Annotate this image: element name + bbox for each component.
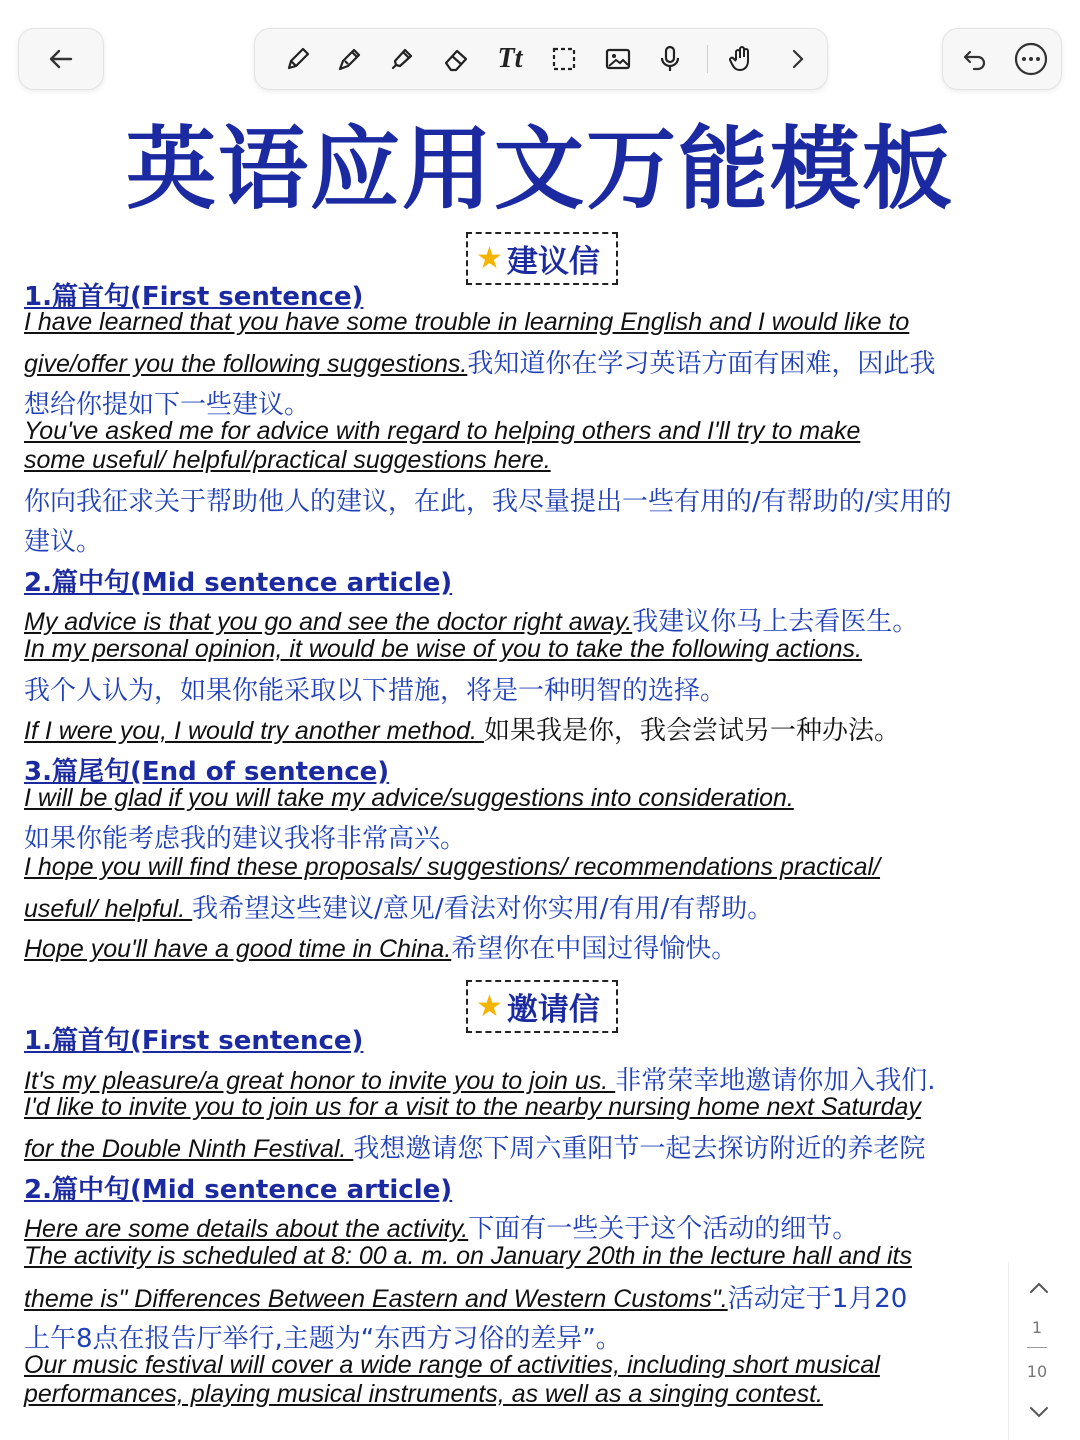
sentence-line: Here are some details about the activity.下面有一些关于这个活动的细节。 (24, 1214, 859, 1244)
undo-icon[interactable] (961, 45, 989, 73)
sentence-en: some useful/ helpful/practical suggestions here. (24, 446, 551, 474)
section-tag-suggestion: ★ 建议信 (466, 232, 618, 285)
sentence-line: Hope you'll have a good time in China.希望你在中国过得愉快。 (24, 934, 738, 964)
star-icon: ★ (476, 989, 503, 1024)
sentence-line: theme is" Differences Between Eastern and Western Customs".活动定于1月20 (24, 1284, 908, 1314)
heading-first-sentence: 1.篇首句(First sentence) (24, 282, 364, 312)
arrow-left-icon (47, 45, 75, 73)
chevron-right-icon[interactable] (781, 43, 815, 75)
text-tool-icon[interactable]: Tt (497, 43, 523, 74)
sentence-en: The activity is scheduled at 8: 00 a. m. on January 20th in the lecture hall and its (24, 1242, 913, 1270)
lasso-select-icon[interactable] (547, 43, 581, 75)
current-page: 1 (1031, 1318, 1043, 1337)
heading-end-sentence: 3.篇尾句(End of sentence) (24, 757, 390, 787)
page-title: 英语应用文万能模板 (126, 117, 954, 222)
page-navigator (1008, 1262, 1069, 1440)
sentence-line: give/offer you the following suggestions.我知道你在学习英语方面有困难，因此我 (24, 349, 936, 379)
chevron-down-icon[interactable] (1023, 1400, 1055, 1424)
back-button[interactable] (18, 28, 104, 90)
sentence-en: In my personal opinion, it would be wise of you to take the following actions. (24, 635, 862, 663)
sentence-en: Our music festival will cover a wide range of activities, including short musical (24, 1351, 880, 1379)
chevron-up-icon[interactable] (1023, 1276, 1055, 1300)
microphone-icon[interactable] (653, 43, 687, 75)
sentence-zh: 如果你能考虑我的建议我将非常高兴。 (24, 824, 467, 854)
total-pages: 10 (1026, 1362, 1048, 1381)
heading-mid-sentence: 2.篇中句(Mid sentence article) (24, 1175, 453, 1205)
sentence-en: I'd like to invite you to join us for a visit to the nearby nursing home next Saturday (24, 1093, 921, 1121)
eraser-icon[interactable] (439, 43, 473, 75)
sentence-zh: 上午8点在报告厅举行,主题为“东西方习俗的差异”。 (24, 1324, 622, 1354)
sentence-en: I hope you will find these proposals/ suggestions/ recommendations practical/ (24, 853, 881, 881)
sentence-zh: 你向我征求关于帮助他人的建议，在此，我尽量提出一些有用的/有帮助的/实用的 (24, 487, 952, 517)
heading-first-sentence: 1.篇首句(First sentence) (24, 1026, 364, 1056)
right-toolbar (942, 28, 1062, 90)
highlighter-icon[interactable] (385, 43, 419, 75)
pen-icon[interactable] (333, 43, 367, 75)
page-divider (1027, 1347, 1047, 1348)
toolbar-separator (707, 45, 708, 73)
image-icon[interactable] (601, 43, 635, 75)
sentence-zh: 想给你提如下一些建议。 (24, 390, 311, 420)
heading-mid-sentence: 2.篇中句(Mid sentence article) (24, 568, 453, 598)
sentence-line: If I were you, I would try another method. 如果我是你，我会尝试另一种办法。 (24, 716, 900, 746)
sentence-line: for the Double Ninth Festival. 我想邀请您下周六重阳节一起去探访附近的养老院 (24, 1134, 926, 1164)
more-icon[interactable] (1013, 41, 1049, 77)
sentence-zh: 建议。 (24, 527, 103, 557)
top-toolbar (0, 0, 1080, 120)
sentence-en: performances, playing musical instruments, as well as a singing contest. (24, 1380, 823, 1408)
sentence-zh: 我个人认为，如果你能采取以下措施，将是一种明智的选择。 (24, 676, 727, 706)
tool-palette (254, 28, 828, 90)
hand-icon[interactable] (725, 43, 759, 75)
sentence-en: I will be glad if you will take my advice/suggestions into consideration. (24, 784, 794, 812)
sentence-line: useful/ helpful. 我希望这些建议/意见/看法对你实用/有用/有帮助。 (24, 894, 774, 924)
star-icon: ★ (476, 241, 503, 276)
sentence-line: It's my pleasure/a great honor to invite you to join us. 非常荣幸地邀请你加入我们. (24, 1066, 936, 1096)
sentence-en: You've asked me for advice with regard to helping others and I'll try to make (24, 417, 861, 445)
sentence-line: My advice is that you go and see the doctor right away.我建议你马上去看医生。 (24, 607, 919, 637)
section-tag-invitation: ★ 邀请信 (466, 980, 618, 1033)
sentence-en: I have learned that you have some trouble in learning English and I would like to (24, 308, 910, 336)
pencil-icon[interactable] (281, 43, 315, 75)
